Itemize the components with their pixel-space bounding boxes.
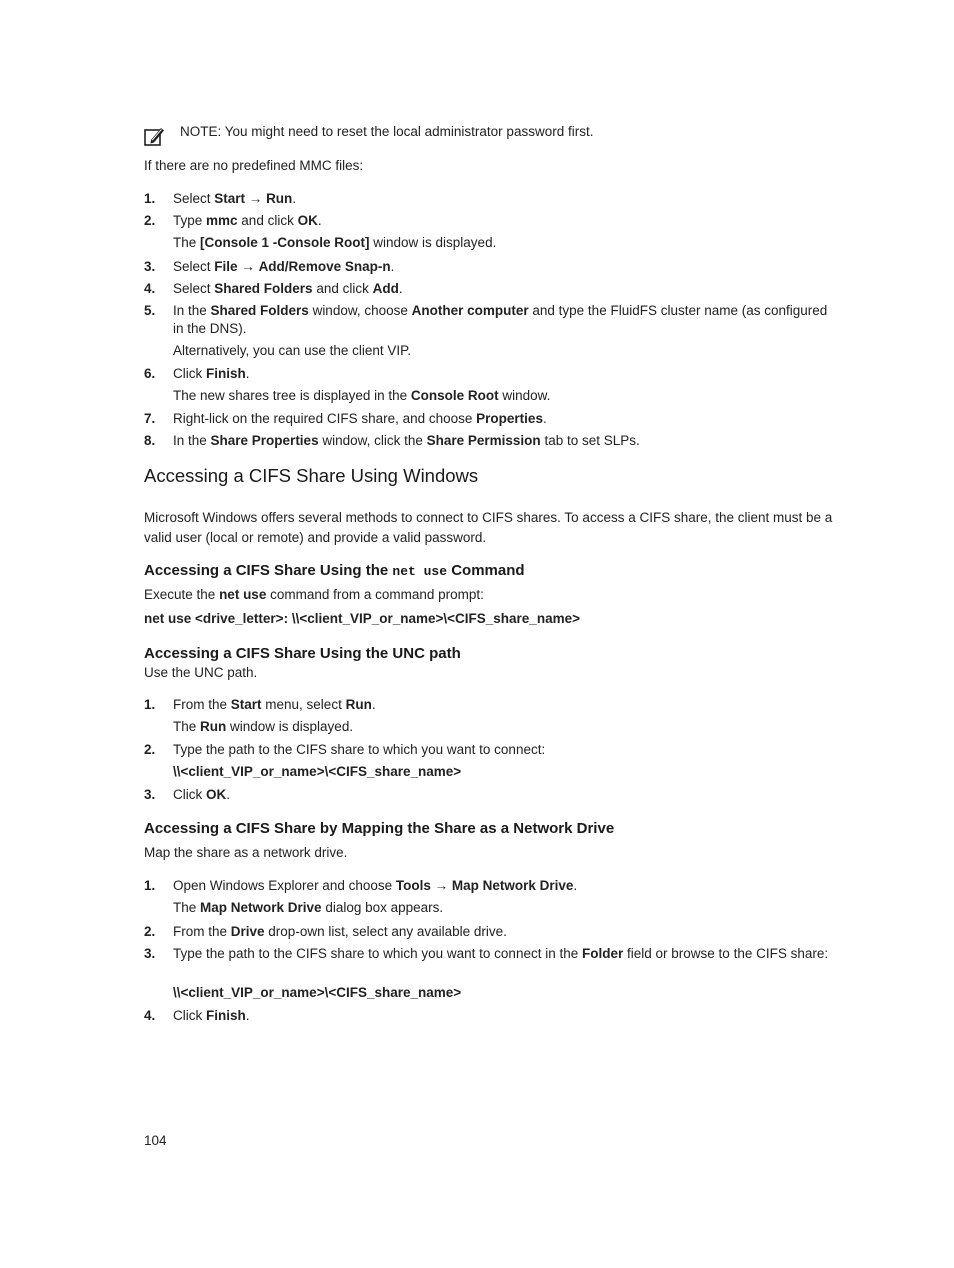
list-item-note: The [Console 1 -Console Root] window is displayed. bbox=[173, 235, 497, 250]
subsection-heading-map-drive: Accessing a CIFS Share by Mapping the Share as a Network Drive bbox=[144, 820, 615, 837]
note-label: NOTE: bbox=[180, 124, 222, 139]
list-item-note: The new shares tree is displayed in the Console Root window. bbox=[173, 388, 551, 403]
net-use-command: net use <drive_letter>: \\<client_VIP_or_name>\<CIFS_share_name> bbox=[144, 611, 580, 626]
unc-description: Use the UNC path. bbox=[144, 665, 258, 680]
net-use-description: Execute the net use command from a command prompt: bbox=[144, 587, 484, 602]
intro-text: If there are no predefined MMC files: bbox=[144, 158, 364, 173]
map-description: Map the share as a network drive. bbox=[144, 845, 348, 860]
unc-path: \\<client_VIP_or_name>\<CIFS_share_name> bbox=[173, 764, 462, 779]
page-number: 104 bbox=[144, 1133, 167, 1148]
subsection-heading-net-use: Accessing a CIFS Share Using the net use Command bbox=[144, 562, 525, 579]
list-item-note: The Run window is displayed. bbox=[173, 719, 354, 734]
note-pencil-icon bbox=[144, 125, 166, 147]
list-item-note: Alternatively, you can use the client VIP. bbox=[173, 343, 412, 358]
section-heading: Accessing a CIFS Share Using Windows bbox=[144, 465, 479, 486]
note-text: You might need to reset the local administrator password first. bbox=[221, 124, 594, 139]
section-intro: Microsoft Windows offers several methods to connect to CIFS shares. To access a CIFS share, the client must be a valid user (local or remote) and provide a valid password. bbox=[144, 510, 833, 545]
subsection-heading-unc: Accessing a CIFS Share Using the UNC path bbox=[144, 645, 461, 662]
note bbox=[180, 123, 840, 141]
list-item-note: The Map Network Drive dialog box appears. bbox=[173, 900, 444, 915]
unc-path: \\<client_VIP_or_name>\<CIFS_share_name> bbox=[173, 985, 462, 1000]
